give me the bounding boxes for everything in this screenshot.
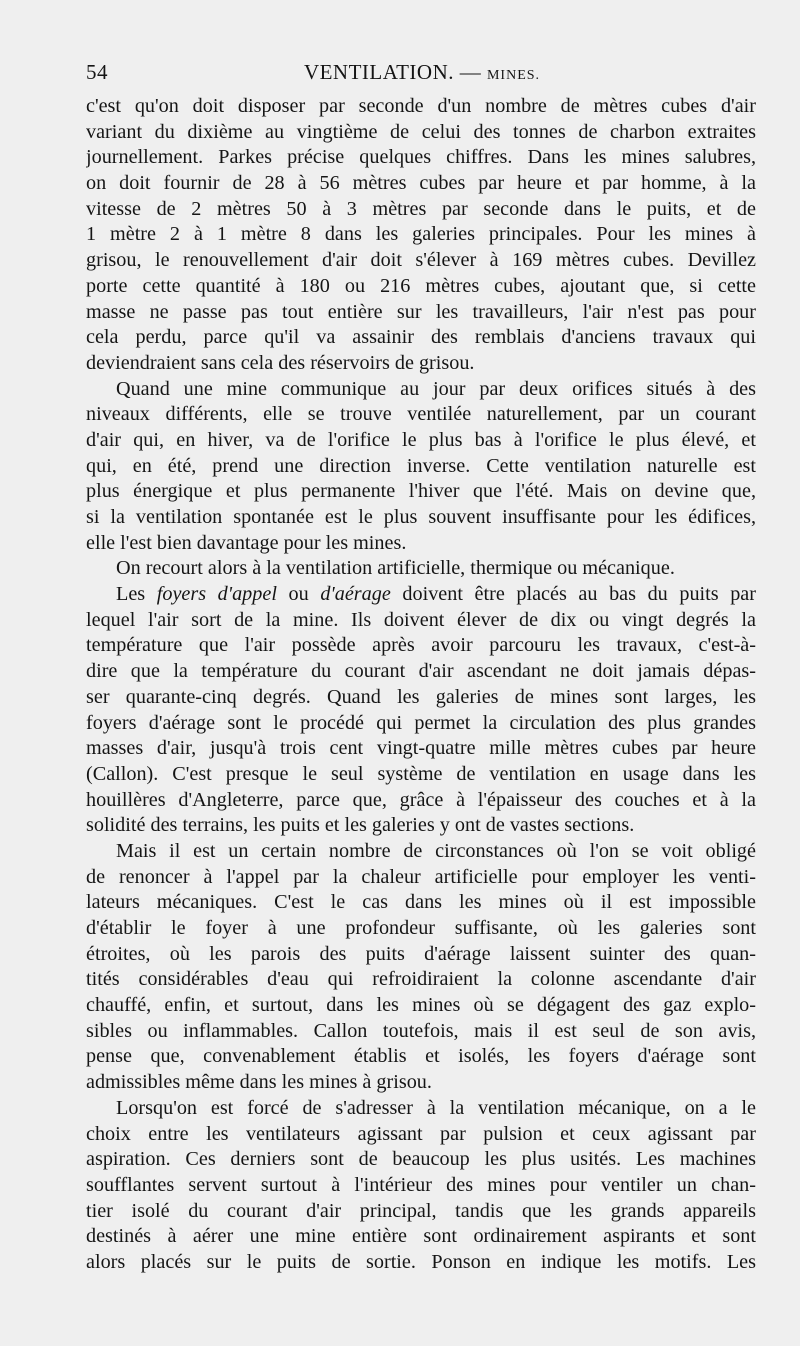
- text-line: porte cette quantité à 180 ou 216 mètres cubes, ajoutant que, si cette: [86, 274, 756, 297]
- text-line: solidité des terrains, les puits et les galeries y ont de vastes sections.: [86, 814, 635, 837]
- text-line: niveaux différents, elle se trouve ventilée naturellement, par un courant: [86, 403, 756, 426]
- text-line: d'établir le foyer à une profondeur suffisante, où les galeries sont: [86, 917, 756, 939]
- text-line: on doit fournir de 28 à 56 mètres cubes par heure et par homme, à la: [86, 172, 756, 195]
- text-line: alors placés sur le puits de sortie. Ponson en indique les motifs. Les: [86, 1250, 756, 1273]
- italic-term: foyers d'appel: [156, 583, 277, 606]
- running-title: [86, 60, 758, 85]
- running-header: [86, 60, 758, 88]
- text-line: variant du dixième au vingtième de celui des tonnes de charbon extraites: [86, 120, 756, 143]
- text-line: pense que, convenablement établis et isolés, les foyers d'aérage sont: [86, 1045, 756, 1068]
- text-line: grisou, le renouvellement d'air doit s'élever à 169 mètres cubes. Devillez: [86, 249, 756, 272]
- text-line: vitesse de 2 mètres 50 à 3 mètres par seconde dans le puits, et de: [86, 197, 756, 220]
- text-line: étroites, où les parois des puits d'aérage laissent suinter des quan-: [86, 942, 756, 965]
- text-line: aspiration. Ces derniers sont de beaucoup les plus usités. Les machines: [86, 1148, 756, 1171]
- text-line: tier isolé du courant d'air principal, tandis que les grands appareils: [86, 1199, 756, 1222]
- text-line: Quand une mine communique au jour par deux orifices situés à des: [116, 377, 756, 400]
- text-line: lateurs mécaniques. C'est le cas dans les mines où il est impossible: [86, 891, 756, 914]
- text-line: dire que la température du courant d'air ascendant ne doit jamais dépas-: [86, 660, 756, 683]
- text-line: journellement. Parkes précise quelques chiffres. Dans les mines salubres,: [86, 146, 756, 169]
- text-line: Lorsqu'on est forcé de s'adresser à la ventilation mécanique, on a le: [116, 1096, 756, 1119]
- text-line: On recourt alors à la ventilation artificielle, thermique ou mécanique.: [116, 557, 675, 580]
- running-title-sub: MINES.: [486, 68, 541, 83]
- text-line: chauffé, enfin, et surtout, dans les mines où se dégagent des gaz explo-: [86, 994, 756, 1017]
- text-line: (Callon). C'est presque le seul système de ventilation en usage dans les: [86, 762, 756, 785]
- text-line: soufflantes servent surtout à l'intérieur des mines pour ventiler un chan-: [86, 1173, 756, 1196]
- text-line: lequel l'air sort de la mine. Ils doivent élever de dix ou vingt degrés la: [86, 608, 756, 631]
- text-line: tités considérables d'eau qui refroidiraient la colonne ascendante d'air: [86, 968, 756, 991]
- text-line: cela perdu, parce qu'il va assainir des remblais d'anciens travaux qui: [86, 326, 756, 349]
- text-line-with-italics: [86, 582, 756, 608]
- text-line: qui, en été, prend une direction inverse. Cette ventilation naturelle est: [86, 454, 756, 477]
- text-run: Les: [116, 583, 157, 606]
- text-line: d'air qui, en hiver, va de l'orifice le plus bas à l'orifice le plus élevé, et: [86, 428, 756, 451]
- text-line: sibles ou inflammables. Callon toutefois, mais il est seul de son avis,: [86, 1019, 756, 1042]
- text-line: destinés à aérer une mine entière sont ordinairement aspirants et sont: [86, 1225, 756, 1248]
- text-line: 1 mètre 2 à 1 mètre 8 dans les galeries principales. Pour les mines à: [86, 223, 756, 246]
- text-line: température que l'air possède après avoir parcouru les travaux, c'est-à-: [86, 634, 756, 657]
- body-text: [86, 94, 756, 1276]
- text-line: plus énergique et plus permanente l'hiver que l'été. Mais on devine que,: [86, 480, 756, 503]
- text-line: ser quarante-cinq degrés. Quand les galeries de mines sont larges, les: [86, 685, 756, 708]
- text-line: masses d'air, jusqu'à trois cent vingt-quatre mille mètres cubes par heure: [86, 737, 756, 760]
- page-number: 54: [86, 60, 108, 84]
- text-line: masse ne passe pas tout entière sur les travailleurs, l'air n'est pas pour: [86, 300, 756, 323]
- text-line: elle l'est bien davantage pour les mines.: [86, 531, 407, 554]
- text-line: de renoncer à l'appel par la chaleur artificielle pour employer les venti-: [86, 865, 756, 888]
- text-line: admissibles même dans les mines à grisou.: [86, 1071, 432, 1094]
- text-line: houillères d'Angleterre, parce que, grâce à l'épaisseur des couches et à la: [86, 788, 756, 811]
- text-line: choix entre les ventilateurs agissant par pulsion et ceux agissant par: [86, 1122, 756, 1145]
- italic-term: d'aérage: [320, 583, 391, 606]
- text-run: ou: [276, 583, 321, 606]
- text-line: foyers d'aérage sont le procédé qui permet la circulation des plus grandes: [86, 711, 756, 734]
- text-line: Mais il est un certain nombre de circonstances où l'on se voit obligé: [116, 839, 756, 862]
- text-line: c'est qu'on doit disposer par seconde d'un nombre de mètres cubes d'air: [86, 95, 756, 117]
- text-line: deviendraient sans cela des réservoirs de grisou.: [86, 351, 475, 374]
- text-line: si la ventilation spontanée est le plus souvent insuffisante pour les édifices,: [86, 506, 756, 528]
- text-run: doivent être placés au bas du puits par: [390, 583, 756, 606]
- running-title-main: VENTILATION. —: [303, 60, 482, 84]
